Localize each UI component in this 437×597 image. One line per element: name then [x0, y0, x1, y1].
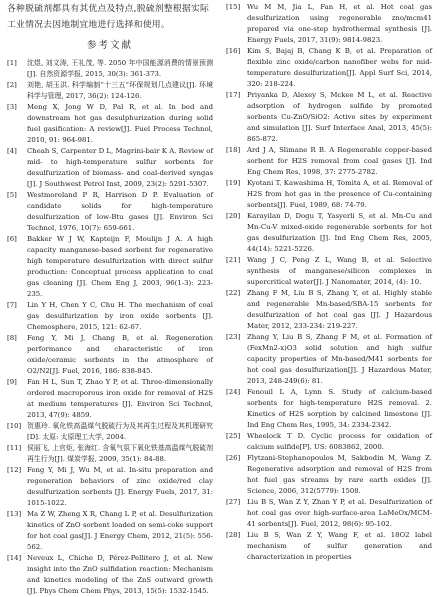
- reference-number: [2]: [7, 81, 17, 90]
- reference-number: [22]: [226, 289, 241, 298]
- reference-number: [18]: [226, 145, 241, 154]
- reference-item: [226, 332, 432, 387]
- reference-number: [10]: [7, 422, 22, 431]
- reference-number: [28]: [226, 531, 241, 540]
- reference-text: Kim S, Bajaj B, Chang K B, et al. Preparation of flexible zinc oxide/carbon nanofiber webs for mid-temperature desulfurization[J]. Appl Surf Sci, 2014, 320: 218-224.: [247, 47, 432, 88]
- reference-item: [7, 58, 213, 80]
- reference-number: [1]: [7, 59, 17, 67]
- reference-number: [17]: [226, 91, 241, 99]
- reference-item: [226, 211, 432, 255]
- reference-text: 贺惠玲. 氧化铁高温煤气脱硫行为及其再生过程及其机理研究[D]. 太原: 太原理工大学, 2004.: [27, 422, 213, 442]
- reference-text: Wu M M, Jia L, Fan H, et al. Hot coal gas desulfurization using regenerable zno/mcm41 prepared via one-step hydrothermal synthesis [J]. Energy Fuels, 2017, 31(9): 9814-9823.: [247, 3, 432, 44]
- reference-text: Fenouil L A, Lynn S. Study of calcium-based sorbents for high-temperature H2S removal. 2. Kinetics of H2S sorption by calcined limestone [J]. Ind Eng Chem Res, 1995, 34: 2334-2342.: [247, 388, 432, 429]
- reference-text: Feng Y, Mi J, Wu M, et al. In-situ preparation and regeneration behaviors of zinc oxide/red clay desulfurization sorbents [J]. Energy Fuels, 2017, 31: 1015-1022.: [27, 466, 213, 508]
- reference-text: Liu B S, Wan Z Y, Zhan Y P, et al. Desulfurization of hot coal gas over high-surface-area LaMeOx/MCM-41 sorbents[J]. Fuel, 2012, 98(6): 95-102.: [247, 498, 432, 529]
- reference-text: Westmoreland P R, Harrison D P. Evaluation of candidate solids for high-temperature desulfurization of low-Btu gases [J]. Environ Sci Technol, 1976, 10(7): 659-661.: [27, 191, 213, 233]
- reference-number: [24]: [226, 388, 241, 397]
- reference-number: [3]: [7, 103, 17, 112]
- reference-item: [7, 443, 213, 465]
- reference-item: [226, 497, 432, 530]
- reference-item: [7, 102, 213, 146]
- reference-text: 侯丽飞, 上官炬, 张海红. 含氧气氛下氧化铁基高温煤气脱硫剂再生行为[J]. 煤炭学报, 2009, 35(1): 84-88.: [27, 444, 213, 464]
- right-column: [226, 2, 432, 563]
- reference-number: [19]: [226, 179, 241, 187]
- reference-text: Ma Z W, Zheng X R, Chang L P, et al. Desulfurization kinetics of ZnO sorbent loaded on semi-coke support for hot coal gas[J]. J Energy Chem, 2012, 21(5): 556-562.: [27, 510, 213, 552]
- reference-item: [226, 145, 432, 178]
- reference-text: Flytzani-Stephanopoulos M, Sakbodin M, Wang Z. Regenerative adsorption and removal of H2S from hot fuel gas streams by rare earth oxides [J]. Science, 2006, 312(5779): 1508.: [247, 454, 432, 495]
- reference-number: [6]: [7, 235, 17, 244]
- reference-text: Bakker W J W, Kapteijn F, Moulijn J A. A high capacity manganese-based sorbent for regenerative high temperature desulfurization with direct sulfur production: Conceptual process application to coal gas cleaning [J]. Chem Eng J, 2003, 96(1-3): 223-235.: [27, 235, 213, 298]
- reference-item: [226, 453, 432, 497]
- reference-number: [13]: [7, 510, 22, 519]
- reference-item: [7, 300, 213, 333]
- reference-text: Liu B S, Wan Z Y, Wang F, et al. 18O2 label mechanism of sulfur generation and characterization in properties: [247, 531, 432, 562]
- reference-number: [8]: [7, 334, 17, 343]
- reference-number: [25]: [226, 432, 241, 441]
- reference-number: [12]: [7, 466, 22, 475]
- reference-item: [7, 333, 213, 377]
- reference-item: [226, 288, 432, 332]
- reference-text: Neveux L, Chiche D, Pérez-Pellitero J, et al. New insight into the ZnO sulfidation reaction: Mechanism and kinetics modeling of the ZnS outward growth [J]. Phys Chem Chem Phys, 2013, 15(5): 1532-1545.: [27, 554, 213, 596]
- reference-text: Cheah S, Carpenter D L, Magrini-bair K A. Review of mid- to high-temperature sulfur sorbents for desulfurization of biomass- and coal-derived syngas [J]. J Southwest Petrol Inst, 2009, 23(2): 5291-5307.: [27, 147, 213, 189]
- reference-item: [7, 80, 213, 102]
- reference-number: [21]: [226, 256, 241, 265]
- reference-item: [7, 234, 213, 300]
- left-column: [7, 2, 213, 597]
- reference-item: [7, 465, 213, 509]
- reference-item: [226, 2, 432, 46]
- reference-item: [226, 178, 432, 211]
- reference-number: [4]: [7, 147, 17, 156]
- reference-item: [226, 255, 432, 288]
- reference-text: Kyotani T, Kawashima H, Tomita A, et al. Removal of H2S from hot gas in the presence of Cu-containing sorbents[J]. Fuel, 1989, 68: 74-79.: [247, 179, 432, 209]
- reference-item: [226, 530, 432, 563]
- reference-number: [11]: [7, 444, 22, 453]
- reference-number: [16]: [226, 47, 241, 55]
- intro-paragraph: 各种脱硫剂都具有其优点及特点,脱硫剂整根据实际工业情况去因地制宜地进行选择和使用。: [7, 4, 210, 30]
- reference-item: [226, 90, 432, 145]
- reference-number: [15]: [226, 3, 241, 11]
- reference-number: [23]: [226, 333, 241, 342]
- reference-text: Wang J C, Peng Z L, Wang B, et al. Selective synthesis of manganese/silicon complexes in supercritical water[J]. J Nanomater, 2014, (4): 10.: [247, 256, 432, 286]
- left-reference-list: [7, 58, 213, 597]
- reference-item: [226, 431, 432, 453]
- right-reference-list: [226, 2, 432, 563]
- reference-text: Zhang Y, Liu B S, Zhang F M, et al. Formation of (FexMn2-x)O3 solid solution and high sulfur capacity properties of Mn-based/M41 sorbents for hot coal gas desulfurization[J]. J Hazardous Mater, 2013, 248-249(6): 81.: [247, 333, 432, 385]
- reference-item: [226, 387, 432, 431]
- reference-item: [226, 46, 432, 90]
- reference-item: [7, 421, 213, 443]
- reference-number: [7]: [7, 301, 17, 310]
- reference-number: [5]: [7, 191, 17, 200]
- reference-item: [7, 146, 213, 190]
- reference-number: [9]: [7, 378, 17, 387]
- reference-item: [7, 377, 213, 421]
- reference-text: Feng Y, Mi J, Chang B, et al. Regeneration performance and characteristic of iron oxide/ceramic sorbents in the atmosphere of O2/N2[J]. Fuel, 2016, 186: 838-845.: [27, 334, 213, 375]
- reference-text: Ard J A, Slimane R B. A Regenerable copper-based sorbent for H2S removal from coal gases [J]. Ind Eng Chem Res, 1998, 37: 2775-2782.: [247, 145, 432, 176]
- reference-text: Wheelock T D. Cyclic process for oxidation of calcium sulfide[P]. US: 6083862, 2000.: [247, 432, 432, 451]
- reference-text: 沈煜, 刘文涛, 王礼茂, 等. 2050 年中国能源消费的情景预测[J]. 自然资源学报, 2015, 30(3): 361-373.: [27, 59, 213, 78]
- reference-item: [7, 509, 213, 553]
- reference-item: [7, 553, 213, 597]
- reference-number: [26]: [226, 454, 241, 463]
- reference-text: Lin Y H, Chen Y C, Chu H. The mechanism of coal gas desulfurization by iron oxide sorbents [J]. Chemosphere, 2015, 121: 62-67.: [27, 301, 213, 331]
- reference-text: Karayilan D, Dogu T, Yasyerli S, et al. Mn-Cu and Mn-Cu-V mixed-oxide regenerable sorbents for hot gas desulfurization [J]. Ind Eng Chem Res, 2005, 44(14): 5221-5226.: [247, 212, 432, 253]
- reference-number: [14]: [7, 554, 22, 563]
- reference-text: Priyanka D, Alexey S, Mckee M L, et al. Reactive adsorption of hydrogen sulfide by promoted sorbents Cu-ZnO/SiO2: Active sites by experiment and simulation [J]. Surf Interface Anal, 2013, 45(5): 865-872.: [247, 91, 432, 143]
- reference-text: Zhang F M, Liu B S, Zhang Y, et al. Highly stable and regenerable Mn-based/SBA-15 sorbents for desulfurization of hot coal gas [J]. J Hazardous Mater, 2012, 233-234: 219-227.: [247, 289, 432, 330]
- reference-number: [27]: [226, 498, 241, 507]
- reference-text: Fan H L, Sun T, Zhao Y P, et al. Three-dimensionally ordered macroporous iron oxide for removal of H2S at medium temperatures [J]. Environ Sci Technol, 2013, 47(9): 4859.: [27, 378, 213, 419]
- reference-number: [20]: [226, 212, 241, 221]
- reference-text: 刘艳, 胡玉洪. 科学编制“十三五”环保规划几点建议[J]. 环境科学与管理, 2017, 36(2): 124-126.: [27, 81, 213, 101]
- reference-item: [7, 190, 213, 234]
- reference-text: Meng X, Jong W D, Pal R, et al. In bed and downstream hot gas desulphurization during solid fuel gasification: A review[J]. Fuel Process Technol, 2010, 91: 964-981.: [27, 103, 213, 145]
- references-heading: 参考文献: [86, 40, 133, 51]
